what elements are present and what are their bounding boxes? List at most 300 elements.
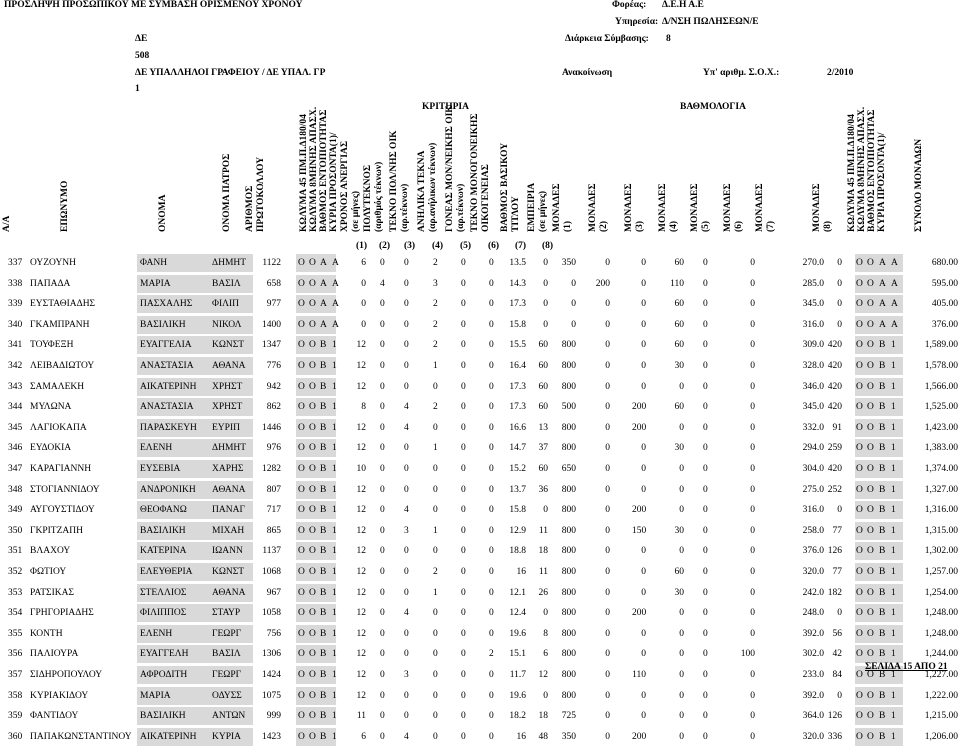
cell-goneas: 0	[461, 381, 466, 392]
cell-monades2: 0	[605, 361, 610, 371]
cell-vathmos: 16.4	[509, 361, 526, 371]
cell-tekno-mono: 0	[489, 608, 494, 619]
cell-synolo: 680.00	[931, 258, 958, 268]
cell-anilika: 1	[433, 361, 438, 371]
cell-tekno-poly: 0	[404, 690, 409, 701]
cell-monades2: 0	[605, 319, 610, 330]
cell-synolo: 1,316.00	[924, 505, 958, 516]
cell-kolb2: Ο	[867, 319, 874, 330]
col-monades7-2: (7)	[766, 220, 776, 232]
col-monades8-2: (8)	[823, 220, 833, 232]
cell-monades2: 0	[605, 628, 610, 639]
cell-kolb4: 1	[891, 525, 896, 536]
cell-tekno-poly: 4	[404, 422, 409, 433]
cell-kol3: Β	[320, 381, 327, 392]
col-goneas-1: ΓΟΝΕΑΣ ΜΟΝ/ΝΕΙΚΗΣ ΟΙΚ	[445, 105, 455, 232]
cell-tekno-poly: 0	[404, 319, 409, 330]
cell-kol1: Ο	[298, 319, 305, 330]
col-kolyma-4: ΚΥΡΙΑ ΠΡΟΣΟΝΤΑ(1)/	[329, 132, 339, 232]
cell-protokolou: 976	[266, 443, 281, 454]
cell-monades2: 0	[605, 381, 610, 392]
cell-goneas: 0	[461, 608, 466, 619]
cell-synolo: 1,248.00	[924, 608, 958, 619]
cell-kolb1: Ο	[856, 258, 863, 268]
cell-onoma: ΚΑΤΕΡΙΝΑ	[140, 546, 187, 557]
cell-polyteknos: 0	[380, 464, 385, 474]
cell-kolb1: Ο	[856, 546, 863, 557]
cell-monades8: 77	[832, 567, 842, 577]
cell-patros: ΚΥΡΙΑ	[212, 731, 242, 742]
cell-kolb2: Ο	[867, 381, 874, 392]
cell-vathmos: 16	[516, 567, 526, 577]
cell-kolb4: 1	[891, 587, 896, 598]
cell-patros: ΓΕΩΡΓ	[212, 670, 242, 680]
cell-anergia: 8	[361, 402, 366, 413]
table-row	[0, 563, 960, 581]
cell-monades7: 242.0	[802, 587, 824, 598]
cell-synolo: 1,566.00	[924, 381, 958, 392]
cell-monades5: 0	[703, 361, 708, 371]
cell-kolb4: 1	[891, 464, 896, 474]
cell-kolb1: Ο	[856, 443, 863, 454]
cell-monades7: 248.0	[802, 608, 824, 619]
cell-anergia: 6	[361, 731, 366, 742]
cell-protokolou: 1446	[262, 422, 281, 433]
cell-empeiria: 6	[543, 649, 548, 660]
cell-monades8: 420	[827, 361, 842, 371]
cell-goneas: 0	[461, 258, 466, 268]
cell-eponymo: ΕΥΣΤΑΘΙΑΔΗΣ	[30, 299, 96, 310]
cell-vathmos: 13.7	[509, 484, 526, 495]
col-aa: Α/Α	[2, 215, 12, 232]
cell-kolb2: Ο	[867, 690, 874, 701]
cell-monades3: 0	[641, 299, 646, 310]
cell-kolb3: Β	[879, 443, 886, 454]
cell-monades1: 800	[561, 628, 576, 639]
cell-kol3: Β	[320, 443, 327, 454]
cell-goneas: 0	[461, 525, 466, 536]
col-polyteknos-1: ΠΟΛΥΤΕΚΝΟΣ	[363, 164, 373, 232]
cell-monades8: 126	[827, 711, 842, 722]
cell-kol1: Ο	[298, 649, 305, 660]
cell-patros: ΦΙΛΙΠ	[212, 299, 240, 310]
cell-anilika: 2	[433, 340, 438, 351]
cell-monades1: 800	[561, 525, 576, 536]
cell-kolb2: Ο	[867, 628, 874, 639]
cell-kolb4: 1	[891, 443, 896, 454]
cell-empeiria: 13	[538, 422, 548, 433]
cell-kol1: Ο	[298, 587, 305, 598]
cell-eponymo: ΟΥΖΟΥΝΗ	[30, 258, 77, 268]
cell-synolo: 1,374.00	[924, 464, 958, 474]
cell-kol3: Β	[320, 711, 327, 722]
cell-eponymo: ΦΩΤΙΟΥ	[30, 567, 67, 577]
cell-vathmos: 18.2	[509, 711, 526, 722]
cell-kol2: Ο	[309, 525, 316, 536]
cell-protokolou: 807	[266, 484, 281, 495]
diarkeia-label: Διάρκεια Σύμβασης:	[565, 34, 649, 44]
cell-synolo: 1,589.00	[924, 340, 958, 351]
cell-protokolou: 1137	[262, 546, 281, 557]
cell-monades7: 364.0	[802, 711, 824, 722]
cell-synolo: 1,227.00	[924, 670, 958, 680]
cell-eponymo: ΚΑΡΑΓΙΑΝΝΗ	[30, 464, 92, 474]
cell-monades4: 0	[679, 505, 684, 516]
cell-kol2: Ο	[309, 628, 316, 639]
cell-eponymo: ΣΙΔΗΡΟΠΟΥΛΟΥ	[30, 670, 103, 680]
table-row	[0, 378, 960, 396]
cell-kol3: Β	[320, 649, 327, 660]
cell-protokolou: 999	[266, 711, 281, 722]
cell-tekno-poly: 0	[404, 340, 409, 351]
cell-kol2: Ο	[309, 319, 316, 330]
cell-empeiria: 60	[538, 361, 548, 371]
cell-kol4: 1	[332, 422, 337, 433]
col-monades6-1: ΜΟΝΑΔΕΣ	[723, 183, 733, 232]
cell-monades3: 0	[641, 587, 646, 598]
cell-patros: ΣΤΑΥΡ	[212, 608, 241, 619]
cell-monades1: 350	[561, 258, 576, 268]
cell-monades3: 0	[641, 361, 646, 371]
cell-patros: ΑΘΑΝΑ	[212, 361, 246, 371]
cell-kol1: Ο	[298, 505, 305, 516]
cell-kol4: 1	[332, 546, 337, 557]
cell-synolo: 376.00	[931, 319, 958, 330]
cell-monades6: 0	[750, 731, 755, 742]
cell-kol2: Ο	[309, 546, 316, 557]
cell-kolb2: Ο	[867, 258, 874, 268]
cell-aa: 345	[8, 422, 23, 433]
cell-patros: ΧΡΗΣΤ	[212, 402, 243, 413]
cell-monades2: 0	[605, 608, 610, 619]
cell-tekno-mono: 0	[489, 422, 494, 433]
cell-kol3: Β	[320, 628, 327, 639]
cell-kolb4: 1	[891, 381, 896, 392]
cell-kol2: Ο	[309, 567, 316, 577]
cell-anilika: 0	[433, 649, 438, 660]
cell-polyteknos: 0	[380, 608, 385, 619]
cell-monades4: 0	[679, 628, 684, 639]
cell-onoma: ΑΝΑΣΤΑΣΙΑ	[140, 402, 194, 413]
cell-synolo: 1,423.00	[924, 422, 958, 433]
cell-kolb4: 1	[891, 402, 896, 413]
cell-anilika: 2	[433, 299, 438, 310]
table-row	[0, 316, 960, 334]
cell-kol2: Ο	[309, 381, 316, 392]
cell-anilika: 0	[433, 608, 438, 619]
cell-kolb4: 1	[891, 567, 896, 577]
cell-tekno-mono: 0	[489, 402, 494, 413]
cell-kolb2: Ο	[867, 587, 874, 598]
cell-goneas: 0	[461, 731, 466, 742]
cell-onoma: ΦΙΛΙΠΠΟΣ	[140, 608, 187, 619]
cell-kol1: Ο	[298, 361, 305, 371]
cell-monades2: 0	[605, 649, 610, 660]
crit-num-8: (8)	[542, 241, 554, 251]
cell-protokolou: 776	[266, 361, 281, 371]
cell-protokolou: 1400	[262, 319, 281, 330]
cell-monades5: 0	[703, 319, 708, 330]
cell-monades2: 0	[605, 484, 610, 495]
cell-monades6: 0	[750, 546, 755, 557]
cell-kolb2: Ο	[867, 649, 874, 660]
cell-kol3: Β	[320, 546, 327, 557]
cell-monades1: 800	[561, 505, 576, 516]
cell-tekno-poly: 0	[404, 361, 409, 371]
cell-kol1: Ο	[298, 690, 305, 701]
col-monades2-2: (2)	[599, 220, 609, 232]
cell-monades5: 0	[703, 258, 708, 268]
cell-kolb2: Ο	[867, 484, 874, 495]
cell-kol2: Ο	[309, 278, 316, 289]
cell-synolo: 1,206.00	[924, 731, 958, 742]
cell-aa: 359	[8, 711, 23, 722]
cell-anergia: 12	[356, 690, 366, 701]
cell-kol1: Ο	[298, 628, 305, 639]
cell-patros: ΙΩΑΝΝ	[212, 546, 243, 557]
cell-eponymo: ΦΑΝΤΙΔΟΥ	[30, 711, 79, 722]
cell-kolb4: Α	[891, 278, 898, 289]
cell-patros: ΟΔΥΣΣ	[212, 690, 242, 701]
cell-kolb3: Β	[879, 340, 886, 351]
cell-monades6: 100	[740, 649, 755, 660]
cell-kol4: 1	[332, 402, 337, 413]
cell-patros: ΒΑΣΙΛ	[212, 649, 241, 660]
cell-protokolou: 1058	[262, 608, 281, 619]
cell-empeiria: 18	[538, 546, 548, 557]
cell-protokolou: 1075	[262, 690, 281, 701]
cell-vathmos: 12.4	[509, 608, 526, 619]
cell-anergia: 12	[356, 422, 366, 433]
cell-protokolou: 756	[266, 628, 281, 639]
cell-monades5: 0	[703, 484, 708, 495]
cell-anergia: 12	[356, 361, 366, 371]
table-row	[0, 460, 960, 478]
cell-anergia: 12	[356, 546, 366, 557]
cell-anergia: 12	[356, 649, 366, 660]
cell-monades8: 0	[837, 299, 842, 310]
cell-onoma: ΒΑΣΙΛΙΚΗ	[140, 319, 186, 330]
col-monades5-1: ΜΟΝΑΔΕΣ	[690, 183, 700, 232]
cell-polyteknos: 0	[380, 731, 385, 742]
cell-empeiria: 0	[543, 690, 548, 701]
cell-monades1: 800	[561, 649, 576, 660]
cell-monades2: 200	[595, 278, 610, 289]
cell-kol3: Α	[320, 319, 327, 330]
cell-monades4: 0	[679, 422, 684, 433]
cell-kol4: 1	[332, 608, 337, 619]
cell-synolo: 1,315.00	[924, 525, 958, 536]
cell-kolb1: Ο	[856, 525, 863, 536]
cell-monades8: 0	[837, 258, 842, 268]
cell-monades2: 0	[605, 587, 610, 598]
cell-kol4: 1	[332, 670, 337, 680]
table-row	[0, 295, 960, 313]
cell-tekno-poly: 0	[404, 464, 409, 474]
cell-kolb4: 1	[891, 690, 896, 701]
cell-eponymo: ΡΑΤΣΙΚΑΣ	[30, 587, 74, 598]
col-monades4-2: (4)	[669, 220, 679, 232]
cell-onoma: ΕΥΣΕΒΙΑ	[140, 464, 181, 474]
cell-monades4: 0	[679, 464, 684, 474]
col-monades3-1: ΜΟΝΑΔΕΣ	[624, 183, 634, 232]
cell-anergia: 6	[361, 258, 366, 268]
cell-polyteknos: 0	[380, 567, 385, 577]
foreas-value: Δ.Ε.Η Α.Ε	[662, 0, 704, 10]
cell-anilika: 0	[433, 484, 438, 495]
table-row	[0, 481, 960, 499]
cell-kol1: Ο	[298, 402, 305, 413]
cell-tekno-poly: 0	[404, 587, 409, 598]
cell-kolb1: Ο	[856, 608, 863, 619]
cell-anilika: 0	[433, 381, 438, 392]
cell-tekno-poly: 4	[404, 731, 409, 742]
cell-goneas: 0	[461, 443, 466, 454]
cell-vathmos: 15.8	[509, 319, 526, 330]
cell-synolo: 1,222.00	[924, 690, 958, 701]
cell-monades3: 200	[632, 505, 646, 516]
cell-monades2: 0	[605, 670, 610, 680]
cell-synolo: 1,254.00	[924, 587, 958, 598]
cell-monades3: 0	[641, 567, 646, 577]
col-kolyma2-4: ΚΥΡΙΑ ΠΡΟΣΟΝΤΑ(1)/	[877, 132, 887, 232]
cell-monades8: 336	[827, 731, 842, 742]
cell-tekno-poly: 0	[404, 711, 409, 722]
cell-empeiria: 0	[543, 505, 548, 516]
cell-monades2: 0	[605, 711, 610, 722]
col-protokolou-1: ΑΡΙΘΜΟΣ	[245, 185, 255, 232]
cell-kol1: Ο	[298, 546, 305, 557]
cell-kol2: Ο	[309, 731, 316, 742]
cell-empeiria: 11	[538, 525, 548, 536]
cell-vathmos: 19.6	[509, 690, 526, 701]
cell-goneas: 0	[461, 402, 466, 413]
cell-tekno-poly: 4	[404, 505, 409, 516]
cell-goneas: 0	[461, 340, 466, 351]
cell-monades6: 0	[750, 299, 755, 310]
cell-kolb2: Ο	[867, 608, 874, 619]
cell-eponymo: ΓΚΑΜΠΡΑΝΗ	[30, 319, 90, 330]
cell-monades1: 0	[571, 299, 576, 310]
col-kolyma2-3: ΒΑΘΜΟΣ ΕΝΤΟΠΙΟΤΗΤΑΣ	[867, 109, 877, 232]
cell-polyteknos: 0	[380, 319, 385, 330]
cell-polyteknos: 0	[380, 690, 385, 701]
cell-synolo: 1,525.00	[924, 402, 958, 413]
cell-anergia: 12	[356, 628, 366, 639]
cell-kol3: Β	[320, 690, 327, 701]
crit-num-6: (6)	[488, 241, 500, 251]
cell-polyteknos: 0	[380, 361, 385, 371]
cell-empeiria: 18	[538, 711, 548, 722]
cell-monades4: 0	[679, 546, 684, 557]
cell-anilika: 3	[433, 278, 438, 289]
cell-monades6: 0	[750, 587, 755, 598]
cell-polyteknos: 0	[380, 525, 385, 536]
cell-vathmos: 13.5	[509, 258, 526, 268]
cell-protokolou: 1282	[262, 464, 281, 474]
cell-monades6: 0	[750, 402, 755, 413]
cell-kol4: 1	[332, 690, 337, 701]
cell-kol3: Β	[320, 505, 327, 516]
cell-tekno-mono: 0	[489, 546, 494, 557]
cell-monades8: 252	[827, 484, 842, 495]
cell-protokolou: 1122	[262, 258, 281, 268]
cell-monades3: 0	[641, 381, 646, 392]
cell-onoma: ΕΛΕΥΘΕΡΙΑ	[140, 567, 193, 577]
cell-monades8: 0	[837, 278, 842, 289]
cell-kolb4: 1	[891, 670, 896, 680]
cell-eponymo: ΛΕΙΒΑΔΙΩΤΟΥ	[30, 361, 95, 371]
cell-kolb2: Ο	[867, 731, 874, 742]
cell-monades7: 345.0	[802, 299, 824, 310]
cell-anergia: 12	[356, 505, 366, 516]
cell-monades6: 0	[750, 381, 755, 392]
col-empeiria-1: ΕΜΠΕΙΡΙΑ	[527, 182, 537, 232]
cell-monades2: 0	[605, 567, 610, 577]
cell-polyteknos: 0	[380, 340, 385, 351]
col-synolo: ΣΥΝΟΛΟ ΜΟΝΑΔΩΝ	[914, 138, 924, 232]
cell-polyteknos: 0	[380, 402, 385, 413]
cell-monades4: 60	[674, 258, 684, 268]
ypiresia-value: Δ/ΝΣΗ ΠΩΛΗΣΕΩΝ/Ε	[662, 17, 759, 27]
cell-kolb1: Ο	[856, 711, 863, 722]
table-row	[0, 645, 960, 663]
col-monades8-1: ΜΟΝΑΔΕΣ	[812, 183, 822, 232]
cell-goneas: 0	[461, 670, 466, 680]
cell-kol4: Α	[332, 278, 339, 289]
cell-onoma: ΑΝΑΣΤΑΣΙΑ	[140, 361, 194, 371]
cell-anilika: 0	[433, 731, 438, 742]
cell-monades8: 0	[837, 319, 842, 330]
col-monades3-2: (3)	[635, 220, 645, 232]
cell-aa: 347	[8, 464, 23, 474]
cell-monades5: 0	[703, 525, 708, 536]
cell-protokolou: 967	[266, 587, 281, 598]
cell-monades3: 0	[641, 258, 646, 268]
cell-vathmos: 17.3	[509, 299, 526, 310]
cell-goneas: 0	[461, 587, 466, 598]
cell-kol1: Ο	[298, 258, 305, 268]
cell-monades6: 0	[750, 505, 755, 516]
cell-tekno-poly: 4	[404, 402, 409, 413]
cell-patros: ΚΩΝΣΤ	[212, 340, 245, 351]
col-tekno-poly-2: (αρ.τέκνων)	[400, 183, 410, 232]
cell-synolo: 1,215.00	[924, 711, 958, 722]
cell-monades3: 200	[632, 422, 646, 433]
cell-monades4: 0	[679, 381, 684, 392]
cell-monades1: 800	[561, 670, 576, 680]
cell-kolb1: Ο	[856, 340, 863, 351]
cell-kol1: Ο	[298, 278, 305, 289]
cell-protokolou: 1068	[262, 567, 281, 577]
cell-onoma: ΦΑΝΗ	[140, 258, 168, 268]
cell-monades3: 0	[641, 340, 646, 351]
cell-kol1: Ο	[298, 443, 305, 454]
cell-protokolou: 1306	[262, 649, 281, 660]
cell-kolb4: Α	[891, 319, 898, 330]
cell-kol3: Β	[320, 340, 327, 351]
cell-kolb1: Ο	[856, 587, 863, 598]
cell-empeiria: 48	[538, 731, 548, 742]
soch-value: 2/2010	[827, 68, 854, 78]
cell-synolo: 595.00	[931, 278, 958, 289]
cell-anilika: 1	[433, 525, 438, 536]
specialty-code: 508	[135, 51, 150, 61]
cell-kol3: Β	[320, 587, 327, 598]
cell-monades5: 0	[703, 731, 708, 742]
cell-monades7: 270.0	[802, 258, 824, 268]
cell-kol4: 1	[332, 505, 337, 516]
